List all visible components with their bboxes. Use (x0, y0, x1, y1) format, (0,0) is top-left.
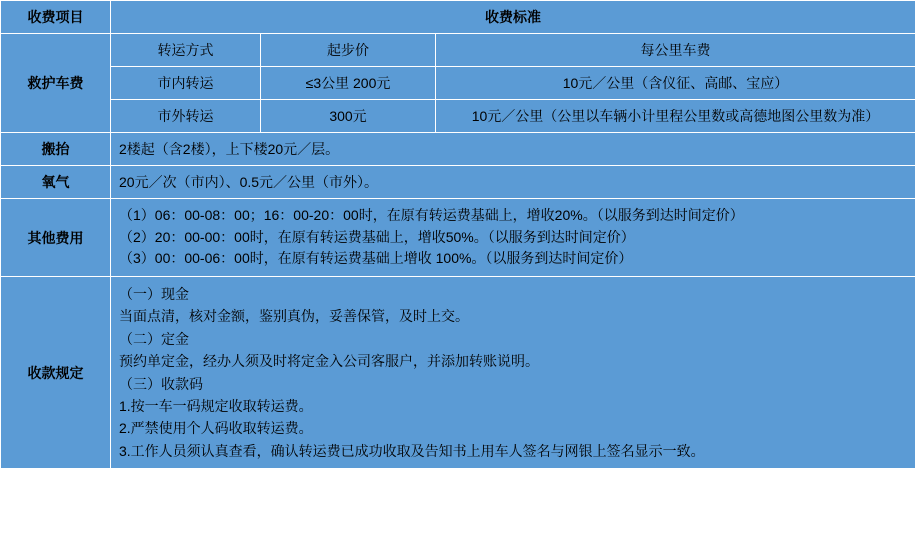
row-label-ambulance-fee: 救护车费 (1, 34, 111, 133)
cell-oxygen-content: 20元／次（市内）、0.5元／公里（市外）。 (111, 166, 915, 199)
collection-line-6: 1.按一车一码规定收取转运费。 (119, 398, 313, 415)
other-fee-line-2: （2）20：00-00：00时，在原有转运费基础上，增收50%。（以服务到达时间定价） (119, 228, 635, 245)
cell-other-fees-content (111, 199, 915, 277)
subheader-per-km-fee: 每公里车费 (436, 34, 915, 67)
table-row (1, 133, 915, 166)
table-row (1, 100, 915, 133)
subheader-transfer-method: 转运方式 (111, 34, 261, 67)
cell-per-km-city-outer: 10元／公里（公里以车辆小计里程公里数或高德地图公里数为准） (436, 100, 915, 133)
collection-line-3: （二）定金 (119, 330, 189, 347)
cell-method-city-outer: 市外转运 (111, 100, 261, 133)
table-row (1, 166, 915, 199)
other-fee-line-3: （3）00：00-06：00时，在原有转运费基础上增收 100%。（以服务到达时间定价） (119, 250, 633, 267)
cell-start-price-city-inner: ≤3公里 200元 (261, 67, 436, 100)
collection-line-7: 2.严禁使用个人码收取转运费。 (119, 420, 313, 437)
table-row (1, 67, 915, 100)
collection-line-5: （三）收款码 (119, 375, 203, 392)
collection-line-8: 3.工作人员须认真查看，确认转运费已成功收取及告知书上用车人签名与网银上签名显示一致。 (119, 442, 705, 459)
cell-start-price-city-outer: 300元 (261, 100, 436, 133)
cell-collection-rules-content (111, 277, 915, 469)
row-label-oxygen: 氧气 (1, 166, 111, 199)
cell-method-city-inner: 市内转运 (111, 67, 261, 100)
collection-line-1: （一）现金 (119, 286, 189, 303)
row-label-other-fees: 其他费用 (1, 199, 111, 277)
collection-line-4: 预约单定金，经办人须及时将定金入公司客服户，并添加转账说明。 (119, 353, 539, 370)
collection-line-2: 当面点清，核对金额，鉴别真伪，妥善保管，及时上交。 (119, 308, 469, 325)
table-header-row (1, 1, 915, 34)
header-fee-standard: 收费标准 (111, 1, 915, 34)
row-label-collection-rules: 收款规定 (1, 277, 111, 469)
cell-carrying-content: 2楼起（含2楼），上下楼20元／层。 (111, 133, 915, 166)
other-fee-line-1: （1）06：00-08：00；16：00-20：00时，在原有转运费基础上，增收20%。（以服务到达时间定价） (119, 207, 744, 223)
cell-per-km-city-inner: 10元／公里（含仪征、高邮、宝应） (436, 67, 915, 100)
subheader-starting-price: 起步价 (261, 34, 436, 67)
table-row (1, 277, 915, 469)
row-label-carrying: 搬抬 (1, 133, 111, 166)
table-row (1, 199, 915, 277)
header-fee-item: 收费项目 (1, 1, 111, 34)
table-row (1, 34, 915, 67)
